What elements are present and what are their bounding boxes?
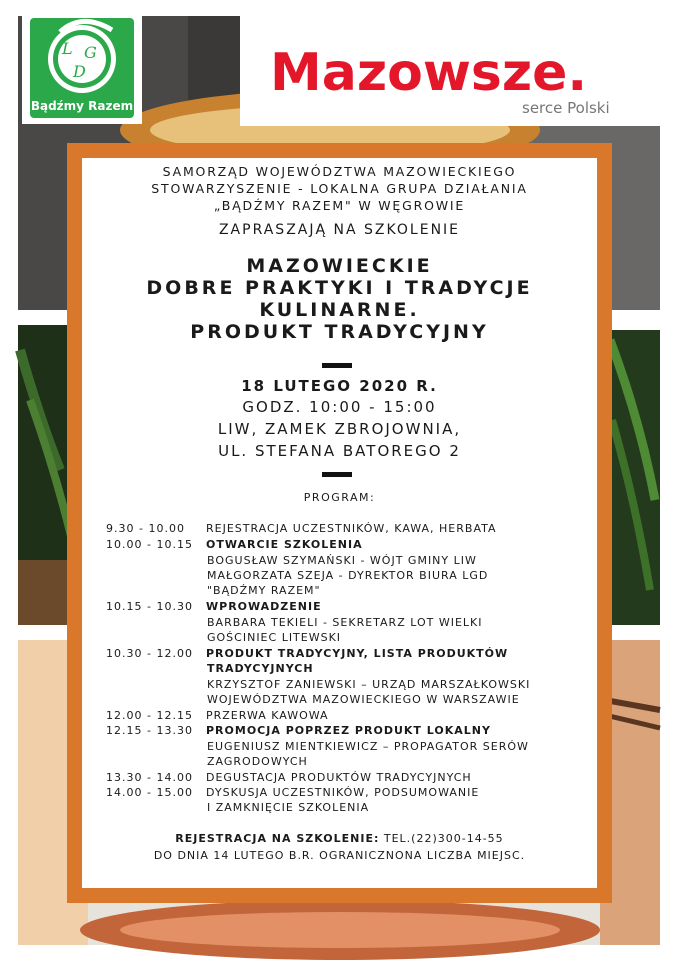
program-time: 12.00 - 12.15 (106, 709, 193, 722)
organizer-line-3: „BĄDŹMY RAZEM" W WĘGROWIE (213, 198, 466, 213)
event-time: GODZ. 10:00 - 15:00 (242, 398, 437, 416)
program-row (106, 522, 497, 535)
program-item: PRODUKT TRADYCYJNY, LISTA PRODUKTÓW (206, 647, 509, 660)
lgd-letter-d: D (73, 62, 86, 81)
organizer-line-2: STOWARZYSZENIE - LOKALNA GRUPA DZIAŁANIA (151, 181, 528, 196)
program-detail: BOGUSŁAW SZYMAŃSKI - WÓJT GMINY LIW (207, 554, 477, 567)
program-item: PROMOCJA POPRZEZ PRODUKT LOKALNY (206, 724, 491, 737)
registration-phone: TEL.(22)300-14-55 (383, 832, 504, 845)
program-item: WPROWADZENIE (206, 600, 322, 613)
program-detail: EUGENIUSZ MIENTKIEWICZ – PROPAGATOR SERÓW (207, 740, 529, 753)
program-row (106, 709, 329, 722)
invitation-card (82, 158, 597, 888)
lgd-letter-g: G (84, 43, 97, 62)
divider-dash (322, 363, 352, 368)
program-detail: TRADYCYJNYCH (207, 662, 314, 675)
program-detail: MAŁGORZATA SZEJA - DYREKTOR BIURA LGD (207, 569, 489, 582)
program-detail: KRZYSZTOF ZANIEWSKI – URZĄD MARSZAŁKOWSKI (207, 678, 531, 691)
program-detail: WOJEWÓDZTWA MAZOWIECKIEGO W WARSZAWIE (207, 693, 520, 706)
program-time: 13.30 - 14.00 (106, 771, 193, 784)
program-row (106, 647, 508, 660)
program-detail: ZAGRODOWYCH (207, 755, 308, 768)
program-row (106, 771, 472, 784)
program-time: 10.30 - 12.00 (106, 647, 193, 660)
divider-dash (322, 472, 352, 477)
registration-label: REJESTRACJA NA SZKOLENIE: (175, 832, 380, 845)
title-line-3: KULINARNE. (259, 299, 420, 321)
organizer-line-1: SAMORZĄD WOJEWÓDZTWA MAZOWIECKIEGO (162, 164, 517, 179)
program-label: PROGRAM: (303, 491, 376, 504)
program-time: 9.30 - 10.00 (106, 522, 185, 535)
program-item: DEGUSTACJA PRODUKTÓW TRADYCYJNYCH (206, 771, 472, 784)
program-item: REJESTRACJA UCZESTNIKÓW, KAWA, HERBATA (206, 522, 497, 535)
program-item: OTWARCIE SZKOLENIA (206, 538, 363, 551)
program-row (106, 724, 491, 737)
mazowsze-logo-text: Mazowsze. (270, 43, 588, 103)
program-row (106, 538, 363, 551)
registration-line (82, 832, 597, 845)
title-line-1: MAZOWIECKIE (246, 255, 433, 277)
program-row (106, 600, 322, 613)
event-address: UL. STEFANA BATOREGO 2 (218, 442, 461, 460)
program-time: 14.00 - 15.00 (106, 786, 193, 799)
program-detail: GOŚCINIEC LITEWSKI (207, 631, 342, 644)
program-detail: BARBARA TEKIELI - SEKRETARZ LOT WIELKI (207, 616, 483, 629)
title-line-4: PRODUKT TRADYCYJNY (190, 321, 489, 343)
mazowsze-tagline: serce Polski (522, 99, 610, 117)
mazowsze-logo (240, 14, 660, 126)
lgd-letter-l: L (62, 39, 73, 58)
program-time: 10.15 - 10.30 (106, 600, 193, 613)
program-item: DYSKUSJA UCZESTNIKÓW, PODSUMOWANIE (206, 786, 480, 799)
program-time: 10.00 - 10.15 (106, 538, 193, 551)
lgd-logo (22, 14, 142, 124)
program-detail: "BĄDŹMY RAZEM" (207, 584, 321, 597)
program-row (106, 786, 479, 799)
registration-deadline: DO DNIA 14 LUTEGO B.R. OGRANICZNONA LICZBA MIEJSC. (153, 849, 526, 862)
title-line-2: DOBRE PRAKTYKI I TRADYCJE (146, 277, 533, 299)
invitation-text: ZAPRASZAJĄ NA SZKOLENIE (218, 222, 461, 238)
program-item: PRZERWA KAWOWA (206, 709, 329, 722)
event-date: 18 LUTEGO 2020 R. (241, 377, 438, 395)
lgd-logo-name: Bądźmy Razem (30, 99, 134, 113)
event-place: LIW, ZAMEK ZBROJOWNIA, (217, 420, 462, 438)
program-time: 12.15 - 13.30 (106, 724, 193, 737)
program-detail: I ZAMKNIĘCIE SZKOLENIA (207, 801, 370, 814)
